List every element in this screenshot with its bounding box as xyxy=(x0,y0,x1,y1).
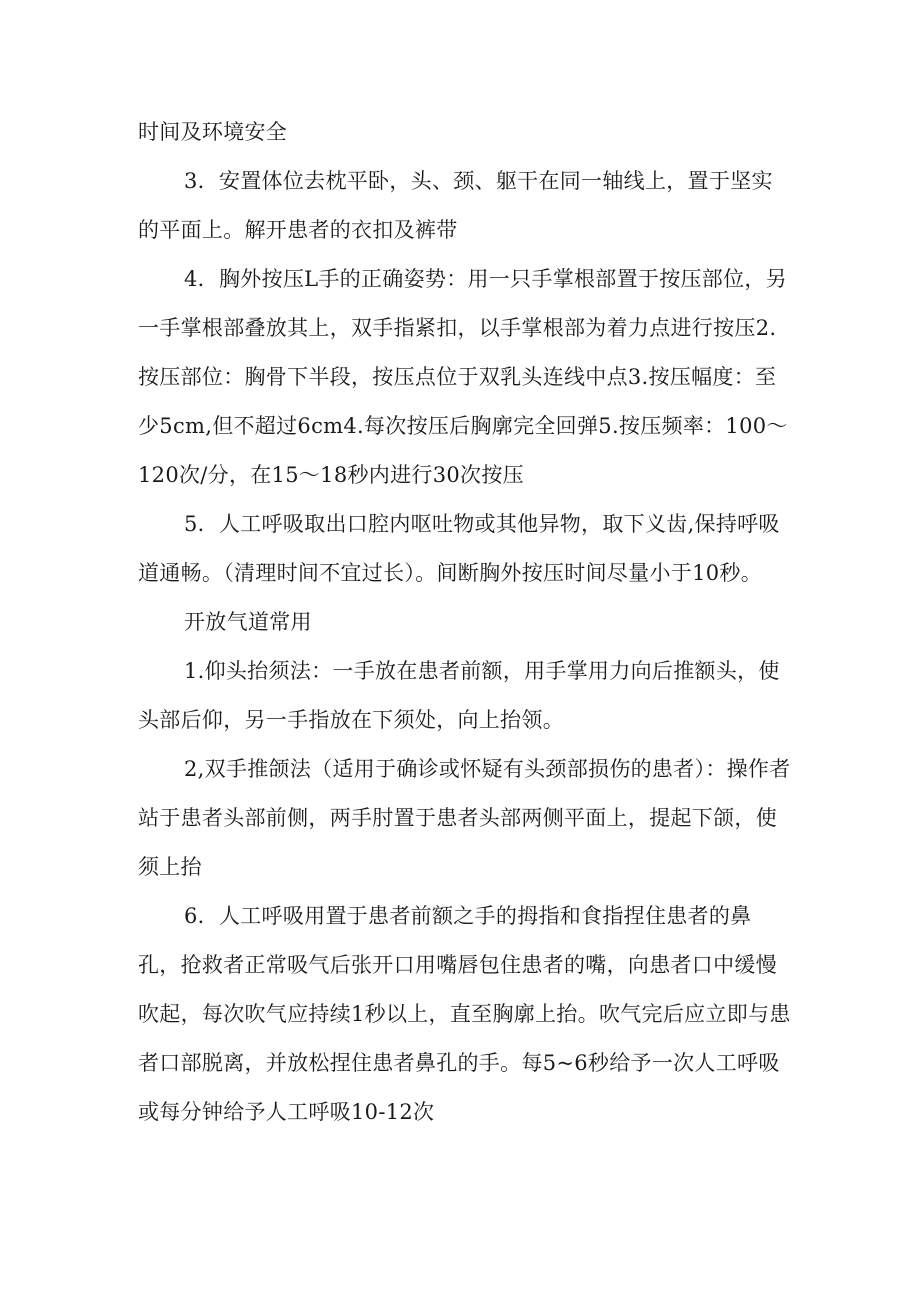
paragraph-jaw-thrust-method: 2,双手推颌法（适用于确诊或怀疑有头颈部损伤的患者）：操作者站于患者头部前侧，两手肘置于患者头部两侧平面上，提起下颌，使须上抬 xyxy=(138,757,791,879)
paragraph-head-tilt-method: 1.仰头抬须法：一手放在患者前额，用手掌用力向后推额头，使头部后仰，另一手指放在下须处，向上抬领。 xyxy=(138,659,780,732)
paragraph-step-5-airway-clearing: 5．人工呼吸取出口腔内呕吐物或其他异物，取下义齿,保持呼吸道通畅。（清理时间不宜过长）。间断胸外按压时间尽量小于10秒。 xyxy=(138,512,780,585)
paragraph-open-airway-heading: 开放气道常用 xyxy=(184,610,312,634)
paragraph-environment-safety: 时间及环境安全 xyxy=(138,120,288,144)
paragraph-step-6-rescue-breathing: 6．人工呼吸用置于患者前额之手的拇指和食指捏住患者的鼻孔，抢救者正常吸气后张开口用嘴唇包住患者的嘴，向患者口中缓慢吹起，每次吹气应持续1秒以上，直至胸廓上抬。吹气完后应立即与患者口部脱离，并放松捏住患者鼻孔的手。每5~6秒给予一次人工呼吸或每分钟给予人工呼吸10-12次 xyxy=(138,904,791,1124)
paragraph-step-3-positioning: 3．安置体位去枕平卧，头、颈、躯干在同一轴线上，置于坚实的平面上。解开患者的衣扣及裤带 xyxy=(138,169,773,242)
document-body xyxy=(138,108,794,1137)
paragraph-step-4-chest-compression: 4．胸外按压L手的正确姿势：用一只手掌根部置于按压部位，另一手掌根部叠放其上，双手指紧扣，以手掌根部为着力点进行按压2.按压部位：胸骨下半段，按压点位于双乳头连线中点3.按压幅度：至少5cm,但不超过6cm4.每次按压后胸廓完全回弹5.按压频率：100～120次/分，在15～18秒内进行30次按压 xyxy=(138,267,788,487)
